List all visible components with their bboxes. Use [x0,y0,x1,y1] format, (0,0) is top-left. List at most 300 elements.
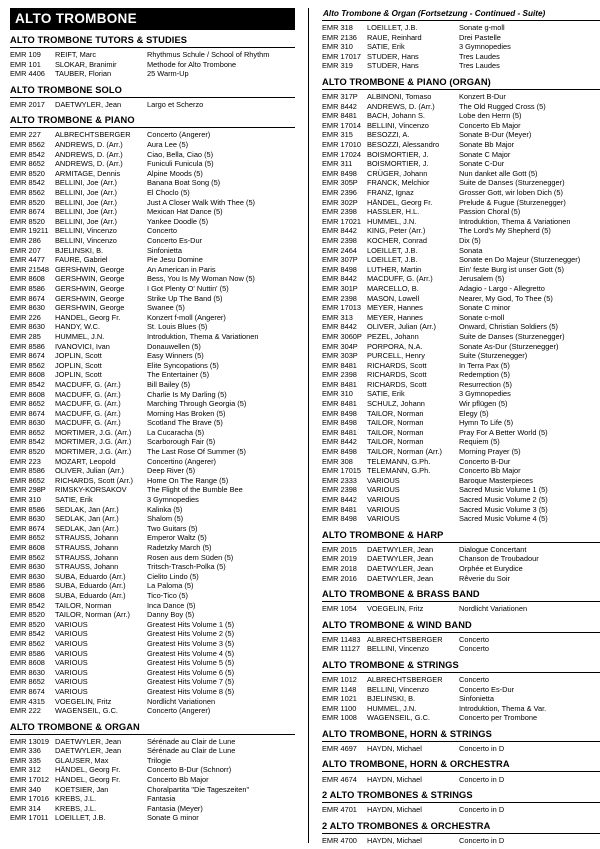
item-composer: OLIVER, Julian (Arr.) [367,322,436,332]
table-row [322,313,600,323]
item-code: EMR 8630 [10,562,45,572]
item-composer: DAETWYLER, Jean [55,736,122,746]
item-composer: FAURE, Gabriel [55,255,108,265]
item-title: Radetzky March (5) [147,543,212,552]
item-composer: BELLINI, Vincenzo [367,644,429,654]
table-row [10,437,295,447]
table-row [322,178,600,188]
item-title: Sonate G minor [147,813,199,823]
catalog-section [322,821,600,846]
item-code: EMR 8630 [10,571,45,581]
item-code: EMR 8520 [10,619,45,629]
item-composer: LOEILLET, J.B. [367,23,418,33]
item-title: Concerto in D [459,743,505,753]
item-composer: MACDUFF, G. (Arr.) [55,399,121,409]
item-composer: KING, Peter (Arr.) [367,226,426,236]
item-code: EMR 8442 [322,274,357,284]
item-title: Prelude & Fugue (Sturzenegger) [459,197,566,207]
item-code: EMR 8674 [10,408,45,418]
table-row [10,140,295,150]
item-composer: VARIOUS [55,677,88,687]
item-composer: MEYER, Hannes [367,312,423,322]
item-composer: MACDUFF, G. (Arr.) [55,379,121,389]
item-composer: HASSLER, H.L. [367,207,420,217]
section-heading: ALTO TROMBONE SOLO [10,85,295,98]
catalog-section [10,115,295,715]
table-row [10,246,295,256]
table-row [10,226,295,236]
item-title: Marching Through Georgia (5) [147,399,247,409]
item-title: Concerto B-Dur (Schnorr) [147,765,232,775]
item-title: Passion Choral (5) [459,207,521,217]
table-row [322,774,600,784]
item-title: Shalom (5) [147,514,184,524]
item-code: EMR 8520 [10,197,45,207]
table-row [10,514,295,524]
table-row [322,169,600,179]
item-composer: HANDY, W.C. [55,322,101,332]
item-composer: BELLINI, Joe (Arr.) [55,216,118,226]
right-sections-container [322,23,600,845]
table-row [322,505,600,515]
table-row [322,428,600,438]
table-row [10,505,295,515]
item-code: EMR 8542 [10,149,45,159]
item-title: Tres Laudes [459,51,500,61]
item-code: EMR 11483 [322,634,361,644]
item-composer: MORTIMER, J.G. (Arr.) [55,427,132,437]
catalog-section [322,660,600,723]
table-row [10,591,295,601]
item-title: Concerto per Trombone [459,713,538,723]
item-code: EMR 17011 [10,813,49,823]
catalog-section [10,722,295,823]
table-row [10,600,295,610]
item-composer: KOETSIER, Jan [55,784,109,794]
item-composer: DAETWYLER, Jean [55,746,122,756]
item-title: Elegy (5) [459,408,489,418]
item-title: Sonate B-Dur (Meyer) [459,130,532,140]
table-row [10,687,295,697]
item-title: Konzert B-Dur [459,92,506,102]
item-composer: CRÜGER, Johann [367,168,428,178]
section-heading: ALTO TROMBONE TUTORS & STUDIES [10,35,295,48]
item-title: Grosser Gott, wir loben Dich (5) [459,188,563,197]
item-composer: TAILOR, Norman (Arr.) [55,610,131,620]
item-title: Ciao, Bella, Ciao (5) [147,149,214,159]
item-composer: GERSHWIN, George [55,283,125,293]
item-composer: ARMITAGE, Dennis [55,168,121,178]
table-row [322,274,600,284]
item-composer: PEZEL, Johann [367,331,419,341]
item-composer: STUDER, Hans [367,51,419,61]
table-row [10,198,295,208]
section-heading: 2 ALTO TROMBONES & STRINGS [322,790,600,803]
item-code: EMR 336 [10,746,41,756]
table-row [10,389,295,399]
item-composer: HUMMEL, J.N. [367,703,417,713]
item-composer: SUBA, Eduardo (Arr.) [55,590,126,600]
item-title: Sonate c-moll [459,312,505,322]
table-row [322,150,600,160]
table-row [10,313,295,323]
item-code: EMR 2398 [322,235,357,245]
item-title: Rêverie du Soir [459,573,510,583]
item-code: EMR 17010 [322,140,362,150]
item-code: EMR 8586 [10,504,45,514]
table-row [322,102,600,112]
table-row [10,361,295,371]
table-row [322,42,600,52]
item-code: EMR 317P [322,92,358,102]
item-title: Concerto (Angerer) [147,706,211,716]
item-title: Chanson de Troubadour [459,554,539,564]
item-title: Greatest Hits Volume 8 (5) [147,686,235,696]
item-composer: VARIOUS [367,485,400,495]
item-composer: MORTIMER, J.G. (Arr.) [55,447,132,457]
item-code: EMR 8630 [10,667,45,677]
item-code: EMR 8608 [10,274,45,284]
table-row [10,466,295,476]
table-row [322,33,600,43]
item-title: Drei Pastelle [459,32,501,42]
table-row [322,351,600,361]
item-composer: RICHARDS, Scott [367,370,427,380]
item-composer: HAYDN, Michael [367,805,422,815]
item-code: EMR 303P [322,351,358,361]
item-composer: FRANCK, Melchior [367,178,430,188]
item-code: EMR 8652 [10,533,45,543]
table-row [10,60,295,70]
item-code: EMR 311 [322,159,353,169]
item-title: Morning Has Broken (5) [147,408,226,418]
item-composer: TAILOR, Norman (Arr.) [367,447,443,457]
item-composer: BELLINI, Vincenzo [367,120,429,130]
item-title: Concerto [459,634,489,644]
catalog-table [322,805,600,815]
column-divider [308,8,309,843]
table-row [322,236,600,246]
section-heading: ALTO TROMBONE & WIND BAND [322,620,600,633]
item-composer: MACDUFF, G. (Arr.) [55,418,121,428]
section-heading: ALTO TROMBONE & BRASS BAND [322,589,600,602]
item-composer: BESOZZI, A. [367,130,410,140]
item-composer: ALBRECHTSBERGER [367,634,443,644]
item-composer: ANDREWS, D. (Arr.) [55,149,123,159]
item-composer: BOISMORTIER, J. [367,159,429,169]
item-composer: HÄNDEL, Georg Fr. [55,765,121,775]
item-title: Sinfonietta [147,245,182,255]
item-code: EMR 8542 [10,629,45,639]
item-composer: LOEILLET, J.B. [367,245,418,255]
item-code: EMR 8674 [10,523,45,533]
item-code: EMR 310 [10,495,41,505]
item-composer: BJELINSKI, B. [55,245,104,255]
table-row [322,332,600,342]
item-code: EMR 2017 [10,99,45,109]
item-title: Introduktion, Thema & Variationen [147,331,259,341]
table-row [322,447,600,457]
item-code: EMR 8608 [10,658,45,668]
table-row [10,457,295,467]
catalog-table [322,675,600,723]
table-row [322,198,600,208]
catalog-table [322,545,600,583]
item-composer: TAILOR, Norman [367,418,424,428]
item-title: Alpine Moods (5) [147,168,203,178]
table-row [322,159,600,169]
item-code: EMR 319 [322,61,353,71]
item-title: Emperor Waltz (5) [147,533,207,543]
section-heading: ALTO TROMBONE & STRINGS [322,660,600,673]
item-composer: TAUBER, Florian [55,69,112,79]
item-code: EMR 17016 [10,794,50,804]
item-code: EMR 1054 [322,604,357,614]
item-code: EMR 4477 [10,255,45,265]
item-title: Home On The Range (5) [147,475,229,485]
item-composer: MACDUFF, G. (Arr.) [367,274,433,284]
item-composer: VARIOUS [367,475,400,485]
item-title: Trilogie [147,755,171,765]
item-code: EMR 1021 [322,694,357,704]
table-row [322,744,600,754]
item-title: Sacred Music Volume 4 (5) [459,514,548,524]
item-title: Concerto [459,674,489,684]
item-title: Concerto [459,644,489,654]
item-composer: VOEGELIN, Fritz [367,604,424,614]
section-heading: ALTO TROMBONE & HARP [322,530,600,543]
item-title: Nordlicht Variationen [147,696,216,706]
table-row [10,332,295,342]
item-title: Sonate As-Dur (Sturzenegger) [459,341,559,351]
item-code: EMR 8674 [10,293,45,303]
item-code: EMR 4406 [10,69,45,79]
item-composer: MOZART, Leopold [55,456,116,466]
item-code: EMR 312 [10,765,41,775]
item-composer: GLAUSER, Max [55,755,109,765]
item-composer: SCHULZ, Johann [367,399,425,409]
item-composer: JOPLIN, Scott [55,351,102,361]
item-composer: IVANOVICI, Ivan [55,341,110,351]
item-composer: MASON, Lowell [367,293,420,303]
table-row [322,130,600,140]
item-composer: SATIE, Erik [367,389,405,399]
item-code: EMR 8498 [322,408,357,418]
table-row [10,765,295,775]
right-column [322,8,600,843]
item-composer: BELLINI, Vincenzo [367,684,429,694]
item-composer: MORTIMER, J.G. (Arr.) [55,437,132,447]
catalog-table [322,604,600,614]
item-composer: ALBRECHTSBERGER [55,130,131,140]
item-code: EMR 2398 [322,207,357,217]
table-row [322,245,600,255]
table-row [10,639,295,649]
item-title: Cielito Lindo (5) [147,571,199,581]
item-code: EMR 8542 [10,178,45,188]
left-column [10,8,295,843]
item-code: EMR 2019 [322,554,357,564]
item-title: Redemption (5) [459,370,510,380]
item-composer: BELLINI, Vincenzo [55,236,117,245]
item-composer: GERSHWIN, George [55,303,125,313]
item-composer: KREBS, J.L. [55,803,97,813]
table-row [10,351,295,361]
item-title: Tico-Tico (5) [147,590,188,600]
item-code: EMR 335 [10,755,41,765]
item-composer: HANDEL, Georg Fr. [55,312,121,322]
item-code: EMR 8520 [10,168,45,178]
catalog-section [10,35,295,79]
item-composer: STRAUSS, Johann [55,552,119,562]
table-row [10,524,295,534]
item-composer: MARCELLO, B. [367,283,419,293]
item-title: Resurrection (5) [459,379,512,389]
item-code: EMR 19211 [10,226,49,236]
item-title: Sérénade au Clair de Lune [147,736,236,746]
item-title: The Last Rose Of Summer (5) [147,447,246,457]
item-code: EMR 8674 [10,207,45,217]
table-row [10,284,295,294]
item-composer: RICHARDS, Scott (Arr.) [55,475,134,485]
item-code: EMR 8481 [322,111,357,121]
item-code: EMR 8652 [10,399,45,409]
item-title: The Entertainer (5) [147,370,210,380]
item-code: EMR 8562 [10,552,45,562]
table-row [322,255,600,265]
table-row [322,61,600,71]
table-row [10,341,295,351]
item-title: La Paloma (5) [147,581,194,591]
item-code: EMR 17013 [322,303,362,313]
item-code: EMR 8442 [322,495,357,504]
item-composer: LOEILLET, J.B. [55,813,106,823]
table-row [10,428,295,438]
item-title: Sonate C Major [459,149,511,159]
item-code: EMR 8498 [322,418,357,428]
item-code: EMR 302P [322,197,358,207]
item-code: EMR 8674 [10,351,45,361]
table-row [10,69,295,79]
item-composer: TELEMANN, G.Ph. [367,466,431,476]
item-composer: REIFT, Marc [55,50,97,60]
table-row [10,785,295,795]
section-heading: ALTO TROMBONE, HORN & ORCHESTRA [322,759,600,772]
item-code: EMR 340 [10,784,41,794]
item-code: EMR 310 [322,42,353,52]
item-code: EMR 8542 [10,600,45,610]
item-code: EMR 313 [322,312,353,322]
table-row [322,713,600,723]
item-code: EMR 17024 [322,149,362,159]
item-title: Jerusalem (5) [459,274,505,284]
item-composer: RICHARDS, Scott [367,360,427,370]
table-row [322,92,600,102]
item-code: EMR 1100 [322,703,357,713]
item-title: Just A Closer Walk With Thee (5) [147,197,256,207]
item-composer: VARIOUS [55,638,88,648]
item-title: Concerto Bb Major [459,466,521,476]
item-composer: TAILOR, Norman [55,600,112,610]
section-heading: 2 ALTO TROMBONES & ORCHESTRA [322,821,600,834]
item-code: EMR 8652 [10,159,45,169]
item-code: EMR 21548 [10,264,50,274]
item-title: El Choclo (5) [147,188,190,198]
table-row [322,675,600,685]
item-code: EMR 4674 [322,774,357,784]
catalog-table [10,130,295,715]
item-code: EMR 308 [322,456,353,466]
catalog-table [322,836,600,846]
item-title: Concerto B-Dur [459,456,511,466]
table-row [10,370,295,380]
item-code: EMR 227 [10,130,41,140]
table-row [10,265,295,275]
item-code: EMR 8586 [10,581,45,591]
item-composer: BELLINI, Joe (Arr.) [55,188,118,198]
item-code: EMR 8586 [10,341,45,351]
table-row [10,207,295,217]
table-row [10,658,295,668]
item-code: EMR 315 [322,130,353,140]
item-composer: GERSHWIN, George [55,264,125,274]
item-code: EMR 17021 [322,216,362,226]
item-title: The Flight of the Bumble Bee [147,485,243,495]
item-title: Danny Boy (5) [147,610,195,620]
item-composer: VARIOUS [55,686,88,696]
item-code: EMR 8630 [10,303,45,313]
item-code: EMR 8562 [10,140,45,150]
item-title: Pie Jesu Domine [147,255,203,265]
item-composer: JOPLIN, Scott [55,360,102,370]
item-code: EMR 8442 [322,226,357,236]
continuation-header: Alto Trombone & Organ (Fortsetzung - Continued - Suite) [322,8,600,21]
item-composer: SEDLAK, Jan (Arr.) [55,514,119,524]
table-row [10,322,295,332]
table-row [322,805,600,815]
item-composer: ALBRECHTSBERGER [367,674,443,684]
item-title: Scotland The Brave (5) [147,418,223,428]
item-code: EMR 1012 [322,674,357,684]
item-code: EMR 8630 [10,418,45,428]
item-code: EMR 8652 [10,677,45,687]
item-title: Concerto Bb Major [147,775,209,785]
item-code: EMR 8481 [322,399,357,409]
item-title: Dialogue Concertant [459,544,527,554]
item-composer: TAILOR, Norman [367,408,424,418]
item-code: EMR 4701 [322,805,357,815]
item-code: EMR 8630 [10,322,45,332]
table-row [10,677,295,687]
item-code: EMR 2398 [322,293,357,303]
table-row [10,543,295,553]
table-row [322,23,600,33]
item-title: St. Louis Blues (5) [147,322,208,332]
table-row [10,188,295,198]
item-composer: HAYDN, Michael [367,835,422,845]
item-title: Methode for Alto Trombone [147,59,237,69]
item-title: Banana Boat Song (5) [147,178,221,188]
item-code: EMR 2016 [322,573,357,583]
table-row [322,644,600,654]
table-row [10,668,295,678]
item-title: Mexican Hat Dance (5) [147,207,223,217]
item-title: Aura Lee (5) [147,140,189,150]
item-code: EMR 13019 [10,736,50,746]
item-composer: PURCELL, Henry [367,351,425,361]
table-row [322,121,600,131]
item-composer: SUBA, Eduardo (Arr.) [55,571,126,581]
